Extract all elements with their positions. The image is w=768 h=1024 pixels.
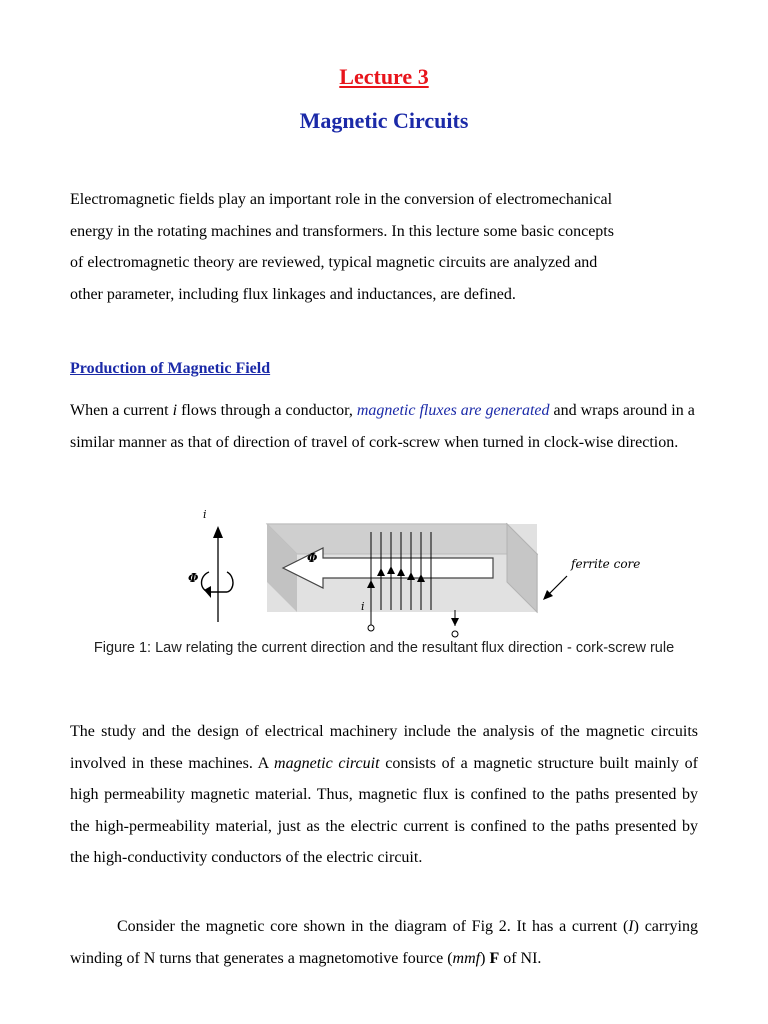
up-arrow-icon — [213, 526, 223, 538]
current-symbol: i — [172, 402, 178, 419]
figure-label-i-top: i — [203, 510, 207, 521]
figure-label-core: ferrite core — [571, 557, 641, 571]
ferrite-core — [267, 524, 537, 612]
conductor-symbol — [188, 510, 233, 622]
text-run: The study and the design of electrical machinery include the analysis of the magnetic circuits involved in these machines. A — [70, 723, 698, 772]
text-run: flows through a conductor, — [177, 402, 357, 419]
text-run: of NI. — [499, 949, 542, 967]
text-run: and wraps around in a similar manner as that of direction of travel of cork-screw when turned in clock-wise direction. — [70, 402, 695, 451]
intro-paragraph — [70, 184, 698, 310]
current-symbol-I: I — [628, 918, 634, 935]
intro-line-1: Electromagnetic fields play an important role in the conversion of electromechanical — [70, 191, 613, 208]
cork-screw-diagram — [175, 510, 655, 640]
mmf-abbreviation: mmf — [452, 949, 481, 967]
intro-line-3: of electromagnetic theory are reviewed, typical magnetic circuits are analyzed and — [70, 254, 598, 271]
lecture-subject-title: Magnetic Circuits — [299, 108, 469, 133]
section-heading: Production of Magnetic Field — [70, 360, 271, 377]
text-run: ) — [480, 949, 490, 967]
intro-line-2: energy in the rotating machines and transformers. In this lecture some basic concepts — [70, 222, 614, 240]
text-run: consists of a magnetic structure built mainly of high permeability magnetic material. Thus, magnetic flux is confined to the paths presented by the high-permeability material, just as the electric current is confined to the paths presented by the high-conductivity conductors of the electric circuit. — [70, 754, 698, 866]
core-paragraph — [70, 911, 698, 974]
figure-1 — [175, 510, 655, 640]
figure-label-phi-core: Φ — [307, 551, 318, 565]
figure-caption: Figure 1: Law relating the current direction and the resultant flux direction - cork-screw rule — [93, 640, 675, 656]
figure-label-phi-left: Φ — [188, 571, 199, 585]
emphasis-text: magnetic fluxes are generated — [356, 402, 550, 419]
figure-label-i-bottom: i — [361, 600, 365, 613]
emphasis-magnetic-circuit: magnetic circuit — [274, 754, 380, 772]
text-run: When a current — [70, 402, 173, 419]
text-run: Consider the magnetic core shown in the diagram of Fig 2. It has a current ( — [117, 918, 629, 935]
magnetic-circuit-paragraph — [70, 716, 698, 874]
production-paragraph — [70, 395, 698, 458]
mmf-symbol-F: F — [489, 949, 500, 967]
text-run: ) carrying winding of N turns that generates a magnetomotive fource ( — [70, 918, 698, 967]
intro-line-4: other parameter, including flux linkages and inductances, are defined. — [70, 285, 516, 303]
lecture-number-title: Lecture 3 — [339, 64, 429, 89]
